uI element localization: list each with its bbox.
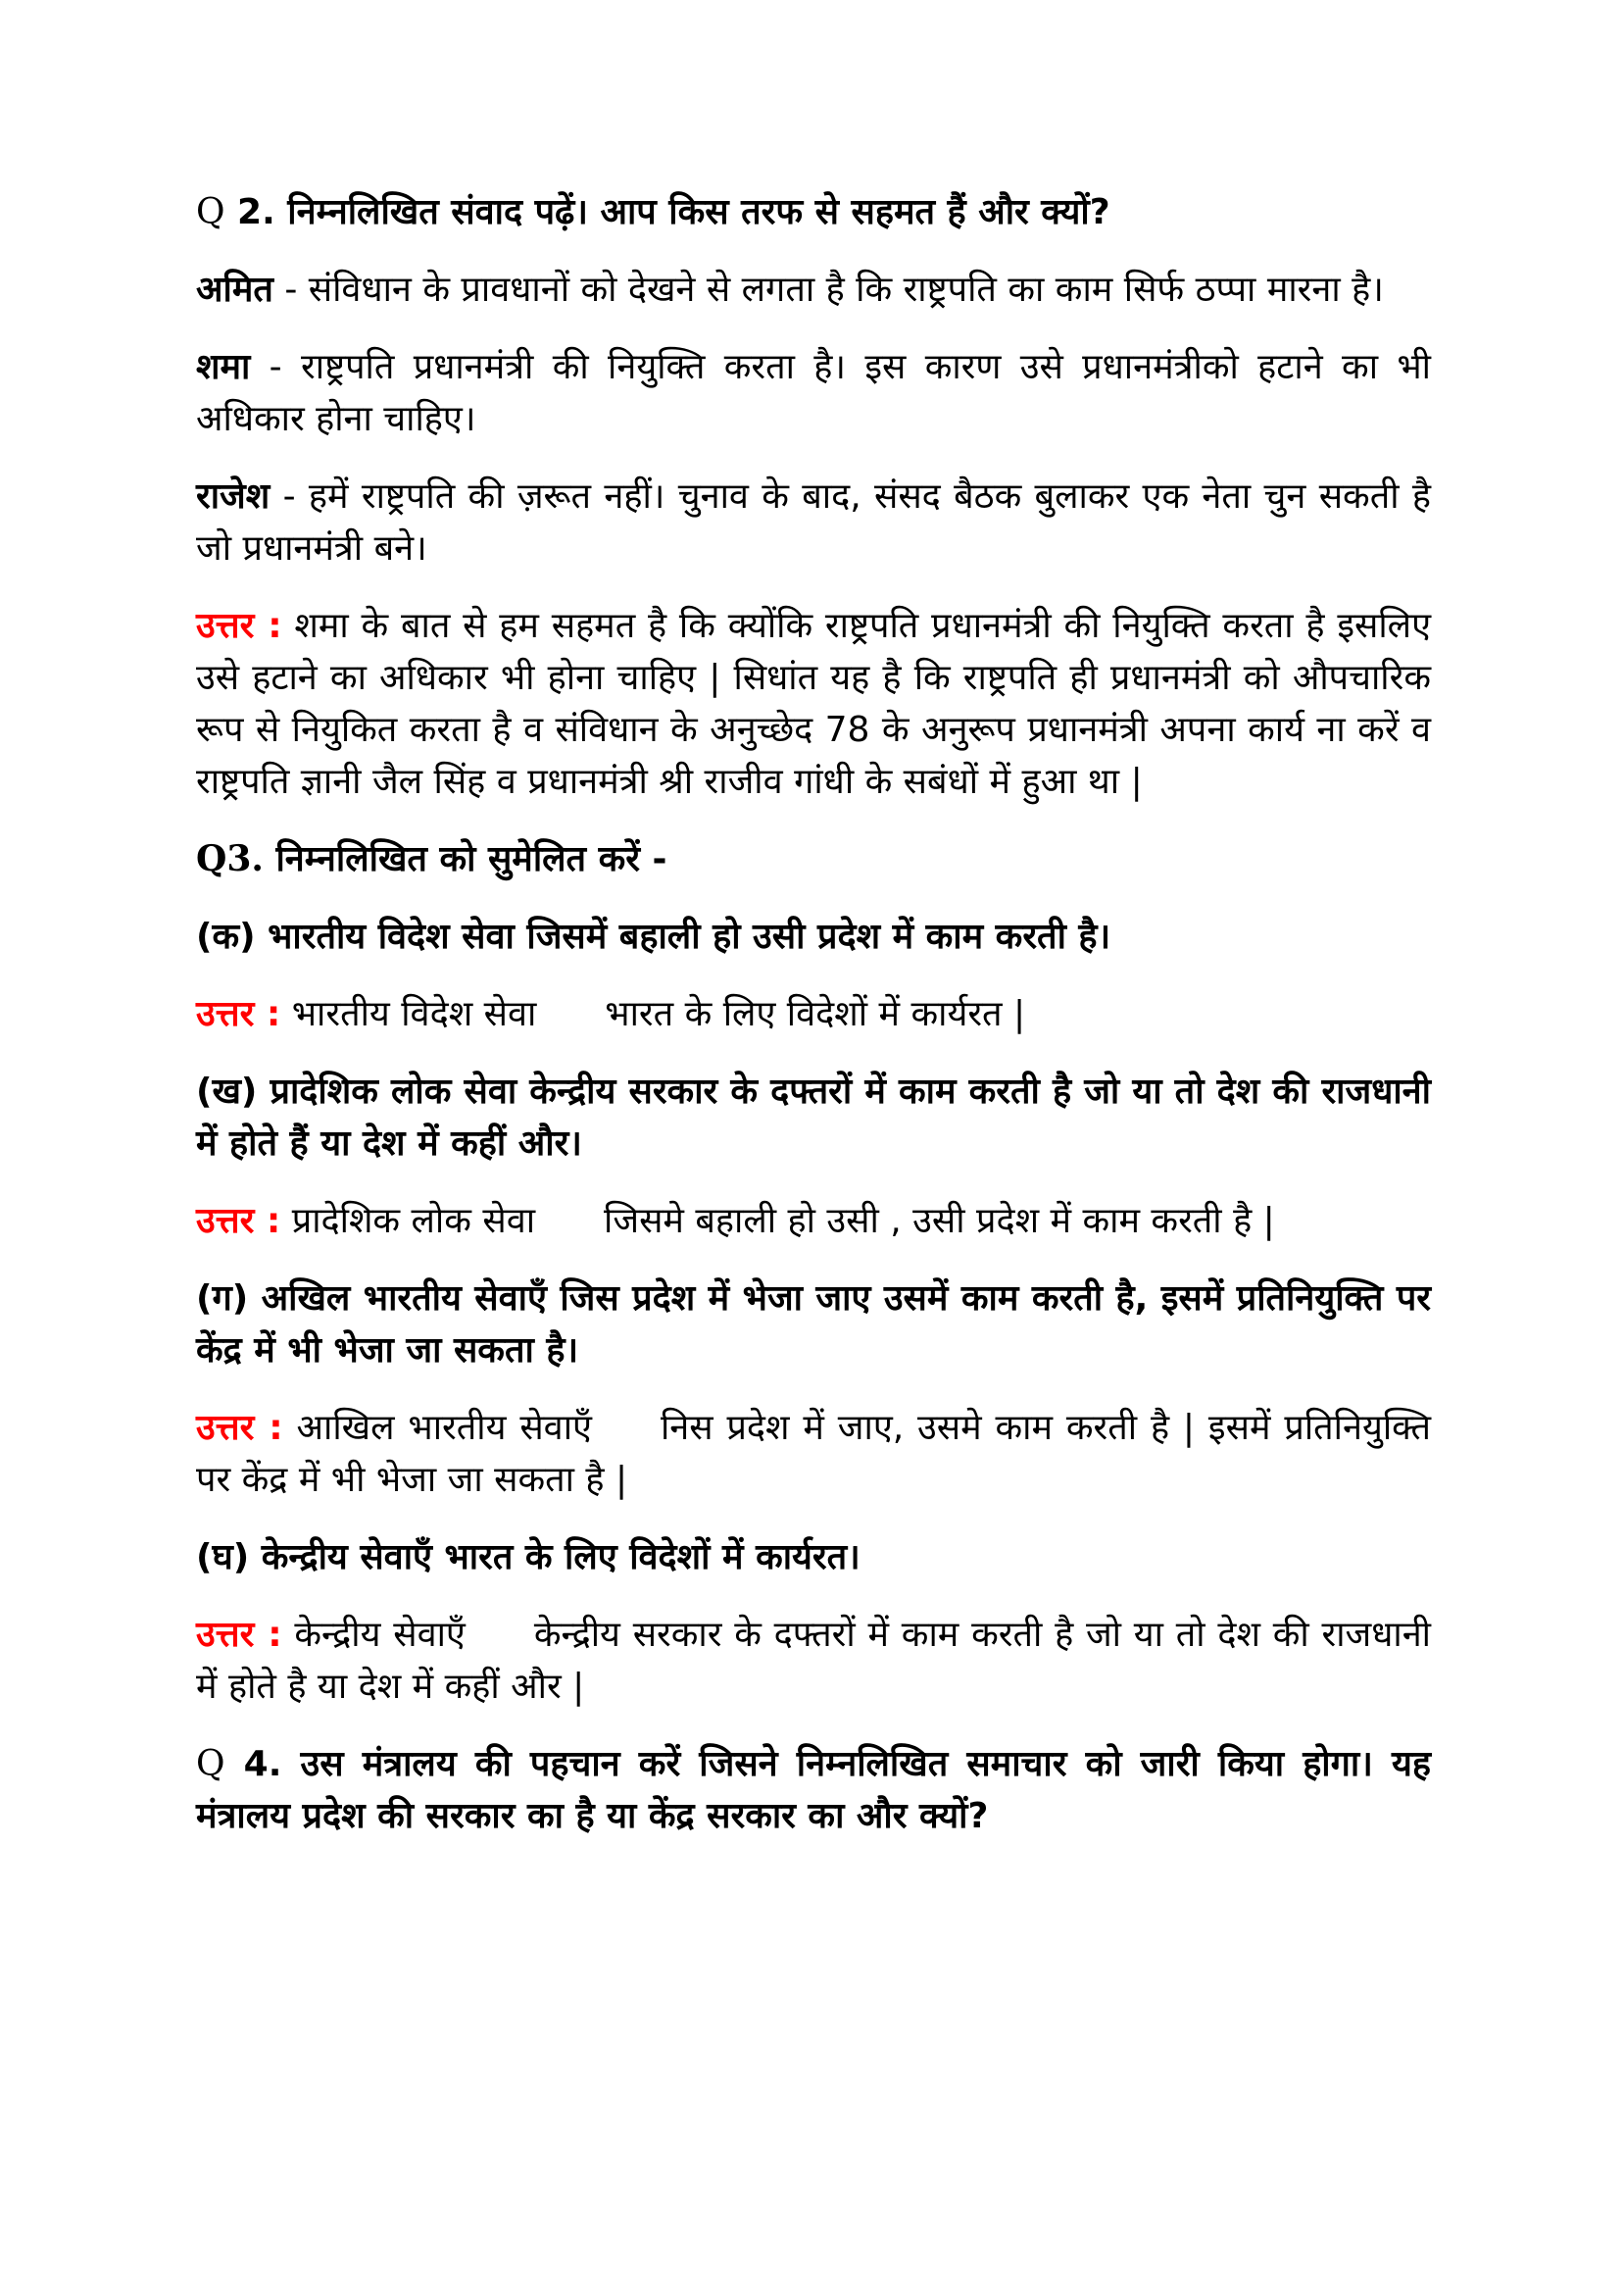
question-3 bbox=[196, 833, 1431, 885]
match-item-text: (क) भारतीय विदेश सेवा जिसमें बहाली हो उसी प्रदेश में काम करती है। bbox=[196, 917, 1111, 957]
speaker-name: अमित bbox=[196, 270, 273, 310]
answer-match: भारत के लिए विदेशों में कार्यरत | bbox=[605, 994, 1026, 1034]
answer-service: आखिल भारतीय सेवाएँ bbox=[282, 1408, 592, 1448]
question-text: निम्नलिखित को सुमेलित करें - bbox=[263, 839, 667, 879]
answer-service: केन्द्रीय सेवाएँ bbox=[281, 1615, 466, 1655]
answer-gha bbox=[196, 1609, 1431, 1713]
match-item-text: (घ) केन्द्रीय सेवाएँ भारत के लिए विदेशों में कार्यरत। bbox=[196, 1537, 861, 1577]
answer-text: शमा के बात से हम सहमत है कि क्योंकि राष्ट्रपति प्रधानमंत्री की नियुक्ति करता है इसलिए उसे हटाने का अधिकार भी होना चाहिए | सिधांत यह है कि राष्ट्रपति ही प्रधानमंत्री को औपचारिक रूप से नियुकित करता है व संविधान के अनुच्छेद 78 के अनुरूप प्रधानमंत्री अपना कार्य ना करें व राष्ट्रपति ज्ञानी जैल सिंह व प्रधानमंत्री श्री राजीव गांधी के सबंधों में हुआ था | bbox=[196, 606, 1431, 802]
dialogue-rajesh bbox=[196, 471, 1431, 574]
answer-kha bbox=[196, 1195, 1431, 1247]
match-item-ga bbox=[196, 1273, 1431, 1376]
match-item-text: (ग) अखिल भारतीय सेवाएँ जिस प्रदेश में भेजा जाए उसमें काम करती है, इसमें प्रतिनियुक्ति पर केंद्र में भी भेजा जा सकता है। bbox=[196, 1278, 1431, 1371]
dialogue-text: - राष्ट्रपति प्रधानमंत्री की नियुक्ति करता है। इस कारण उसे प्रधानमंत्रीको हटाने का भी अधिकार होना चाहिए। bbox=[196, 347, 1431, 439]
answer-q2 bbox=[196, 600, 1431, 808]
answer-label: उत्तर : bbox=[196, 994, 281, 1034]
question-number: Q bbox=[196, 1744, 225, 1784]
question-text: 2. निम्नलिखित संवाद पढ़ें। आप किस तरफ से सहमत हैं और क्यों? bbox=[224, 192, 1110, 232]
dialogue-text: - संविधान के प्रावधानों को देखने से लगता है कि राष्ट्रपति का काम सिर्फ ठप्पा मारना है। bbox=[272, 270, 1384, 310]
dialogue-text: - हमें राष्ट्रपति की ज़रूत नहीं। चुनाव के बाद, संसद बैठक बुलाकर एक नेता चुन सकती है जो प्रधानमंत्री बने। bbox=[196, 476, 1431, 569]
answer-label: उत्तर : bbox=[196, 606, 282, 646]
question-number: Q bbox=[196, 192, 225, 232]
match-item-ka bbox=[196, 911, 1431, 963]
question-4 bbox=[196, 1738, 1431, 1842]
answer-match: जिसमे बहाली हो उसी , उसी प्रदेश में काम करती है | bbox=[604, 1201, 1275, 1241]
match-item-kha bbox=[196, 1066, 1431, 1170]
speaker-name: राजेश bbox=[196, 476, 270, 517]
question-text: 4. उस मंत्रालय की पहचान करें जिसने निम्नलिखित समाचार को जारी किया होगा। यह मंत्रालय प्रदेश की सरकार का है या केंद्र सरकार का और क्यों? bbox=[196, 1744, 1431, 1836]
answer-service: भारतीय विदेश सेवा bbox=[280, 994, 537, 1034]
question-number: Q3. bbox=[196, 838, 264, 879]
dialogue-shama bbox=[196, 341, 1431, 445]
answer-match: निस प्रदेश में जाए, उसमे काम करती है | इसमें प्रतिनियुक्ति पर केंद्र में भी भेजा जा सकता है | bbox=[196, 1408, 1431, 1500]
match-item-text: (ख) प्रादेशिक लोक सेवा केन्द्रीय सरकार के दफ्तरों में काम करती है जो या तो देश की राजधानी में होते हैं या देश में कहीं और। bbox=[196, 1072, 1431, 1164]
speaker-name: शमा bbox=[196, 347, 251, 387]
document-page bbox=[196, 186, 1431, 1868]
answer-match: केन्द्रीय सरकार के दफ्तरों में काम करती है जो या तो देश की राजधानी में होते है या देश में कहीं और | bbox=[196, 1615, 1431, 1707]
answer-ka bbox=[196, 988, 1431, 1040]
answer-label: उत्तर : bbox=[196, 1408, 283, 1448]
answer-service: प्रादेशिक लोक सेवा bbox=[280, 1201, 536, 1241]
match-item-gha bbox=[196, 1531, 1431, 1583]
answer-ga bbox=[196, 1402, 1431, 1506]
question-2 bbox=[196, 186, 1431, 238]
answer-label: उत्तर : bbox=[196, 1615, 282, 1655]
dialogue-amit bbox=[196, 264, 1431, 316]
answer-label: उत्तर : bbox=[196, 1201, 281, 1241]
